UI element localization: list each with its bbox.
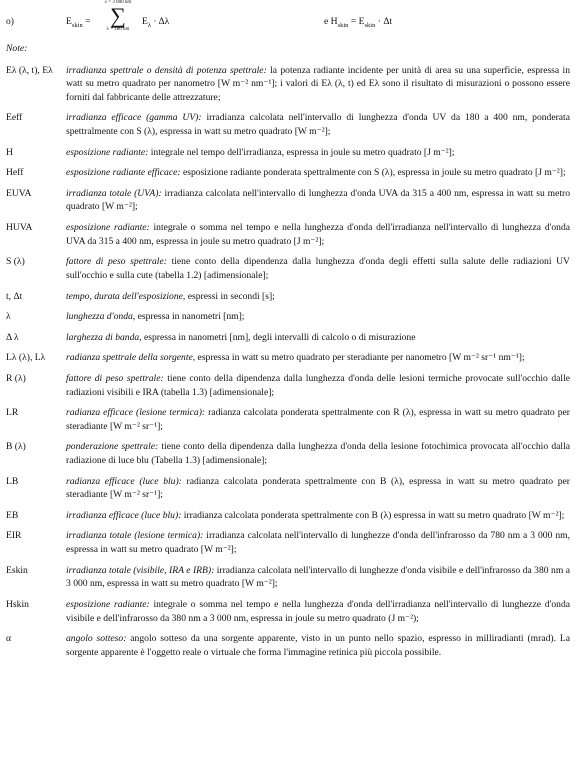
definition-row [6, 255, 570, 282]
definition-term: EIR [6, 530, 22, 542]
definition-rest: radianza calcolata ponderata spettralmente con R (λ), espressa in watt su metro quadrato per steradiante [W m⁻² sr⁻¹]; [66, 407, 570, 432]
definition-term: Heff [6, 167, 24, 179]
definition-row [6, 331, 570, 345]
definition-italic: ponderazione spettrale: [66, 441, 159, 453]
definition-italic: angolo sotteso: [66, 633, 127, 645]
definition-text [66, 331, 570, 345]
definition-text [66, 255, 570, 282]
definition-rest: irradianza calcolata nell'intervallo di lunghezze d'onda visibile e dell'infrarosso da 380 nm a 3 000 nm, espressa in watt su metro quadrato [W m⁻²]; [66, 564, 570, 590]
note-title: Note: [6, 43, 28, 54]
definition-italic: radianza efficace (luce blu): [66, 475, 182, 487]
definition-row [6, 221, 570, 248]
definition-row [6, 598, 570, 625]
definition-italic: irradianza totale (visibile, IRA e IRB): [66, 564, 215, 576]
definition-rest: tiene conto della dipendenza dalla lunghezza d'onda delle lesioni termiche provocate sull'occhio dalle radiazioni visibili e IRA (tabella 1.3) [adimensionale]; [66, 372, 570, 398]
formula-block [6, 0, 570, 42]
formula-sum-body: $E_\lambda \cdot \Delta\lambda$ [142, 16, 170, 29]
definition-italic: irradianza efficace (luce blu): [66, 509, 182, 521]
definition-row [6, 351, 570, 365]
definition-text [66, 529, 570, 556]
definition-term: S (λ) [6, 256, 25, 268]
sum-lower-limit: λ = 180 nm [106, 27, 130, 32]
definition-row [6, 111, 570, 138]
definition-text [66, 221, 570, 248]
definition-text [66, 64, 570, 105]
definition-rest: integrale nel tempo dell'irradianza, espressa in joule su metro quadrato [J m⁻²]; [148, 146, 455, 158]
definition-text [66, 111, 570, 138]
definition-row [6, 290, 570, 304]
definition-term: EUVA [6, 187, 32, 199]
definition-text [66, 509, 570, 523]
sum-upper-limit: λ = 3 000 nm [104, 0, 132, 5]
definition-row [6, 64, 570, 105]
definition-term: t, Δt [6, 290, 23, 302]
definition-rest: irradianza calcolata ponderata spettralmente con B (λ) espressa in watt su metro quadrato [W m⁻²]; [181, 509, 565, 521]
definition-term: B (λ) [6, 441, 26, 453]
definition-term: HUVA [6, 222, 33, 234]
definition-italic: esposizione radiante: [66, 146, 149, 158]
definition-text [66, 187, 570, 214]
definition-text [66, 351, 570, 365]
definition-term: Lλ (λ), Lλ [6, 352, 46, 364]
definition-italic: tempo, durata dell'esposizione, [66, 290, 186, 302]
formula-rhs: e $H_{skin} = E_{skin} \cdot \Delta t$ [324, 16, 393, 29]
definition-italic: irradianza totale (lesione termica): [66, 530, 204, 542]
definition-text [66, 440, 570, 467]
definition-term: EB [6, 509, 19, 521]
definition-rest: esposizione radiante ponderata spettralmente con S (λ), espressa in joule su metro quadrato [J m⁻²]; [180, 167, 566, 179]
definition-rest: radianza calcolata ponderata spettralmente con B (λ), espressa in watt su metro quadrato per steradiante [W m⁻² sr⁻¹]; [66, 475, 570, 501]
definition-rest: tiene conto della dipendenza dalla lunghezza d'onda degli effetti sulla salute delle radiazioni UV sull'occhio e sulla cute (tabella 1.2) [adimensionale]; [66, 256, 570, 281]
definition-term: LR [6, 407, 19, 419]
definition-rest: angolo sotteso da una sorgente apparente, visto in un punto nello spazio, espresso in milliradianti (mrad). La sorgente apparente è l'oggetto reale o virtuale che forma l'immagine retinica più piccola possibile. [66, 633, 570, 658]
definition-row [6, 372, 570, 399]
definition-italic: esposizione radiante efficace: [66, 167, 181, 179]
definition-row [6, 564, 570, 591]
definition-text [66, 310, 570, 324]
definitions-list [6, 64, 570, 660]
definition-row [6, 166, 570, 180]
definition-term: Δ λ [6, 331, 19, 343]
definition-text [66, 166, 570, 180]
definition-italic: radianza efficace (lesione termica): [66, 407, 206, 419]
definition-row [6, 440, 570, 467]
definition-italic: esposizione radiante: [66, 598, 150, 610]
definition-row [6, 529, 570, 556]
formula-label: o) [6, 16, 14, 27]
definition-row [6, 187, 570, 214]
definition-rest: espressi in secondi [s]; [185, 290, 275, 302]
definition-italic: larghezza di banda, [66, 331, 142, 343]
definition-rest: integrale o somma nel tempo e nella lunghezza d'onda dell'irradianza nell'intervallo di lunghezze d'onda visibile e dell'infrarosso da 380 nm a 3 000 nm, espressa in joule su metro quadrato (J m⁻²); [66, 598, 571, 624]
definition-term: LB [6, 475, 19, 487]
definition-row [6, 310, 570, 324]
definition-row [6, 406, 570, 433]
definition-text [66, 406, 570, 433]
definition-text [66, 372, 570, 399]
definition-italic: irradianza spettrale o densità di potenza spettrale: [66, 64, 267, 76]
definition-italic: irradianza efficace (gamma UV): [66, 112, 202, 124]
summation [98, 0, 138, 32]
definition-rest: la potenza radiante incidente per unità di area su una superficie, espressa in watt su metro quadrato per nanometro [W m⁻² nm⁻¹]; i valori di Eλ (λ, t) ed Eλ sono il risultato di misurazioni o possono essere forniti dal fabbricante delle attrezzature; [66, 64, 570, 103]
definition-rest: irradianza calcolata nell'intervallo di lunghezza d'onda UVA da 315 a 400 nm, espressa in watt su metro quadrato [W m⁻²]; [66, 187, 570, 213]
definition-row [6, 475, 570, 502]
formula-lhs: $E_{skin}$ = [66, 16, 91, 29]
definition-rest: irradianza calcolata nell'intervallo di lunghezza d'onda UV da 180 a 400 nm, ponderata spettralmente con S (λ), espressa in watt su metro quadrato [W m⁻²]; [66, 112, 570, 138]
definition-term: α [6, 633, 12, 645]
definition-text [66, 146, 570, 160]
definition-italic: fattore di peso spettrale: [66, 372, 164, 384]
definition-italic: fattore di peso spettrale: [66, 256, 167, 268]
definition-term: H [6, 146, 13, 158]
definition-text [66, 564, 570, 591]
definition-term: Eeff [6, 112, 23, 124]
definition-row [6, 146, 570, 160]
definition-rest: espressa in nanometri [nm]; [135, 311, 245, 323]
sigma-symbol: ∑ [110, 3, 126, 28]
definition-row [6, 632, 570, 659]
definition-rest: integrale o somma nel tempo e nella lunghezza d'onda dell'irradianza nell'intervallo di lunghezza d'onda UVA da 315 a 400 nm, espressa in joule su metro quadrato [J m⁻²]; [66, 222, 571, 247]
definition-italic: irradianza totale (UVA): [66, 187, 162, 199]
definition-term: Eskin [6, 564, 28, 576]
definition-text [66, 632, 570, 659]
definition-rest: espressa in nanometri [nm], degli intervalli di calcolo o di misurazione [141, 331, 416, 343]
definition-rest: irradianza calcolata nell'intervallo di lunghezze d'onda dell'infrarosso da 780 nm a 3 000 nm, espressa in watt su metro quadrato [W m⁻²]; [66, 530, 571, 556]
definition-italic: radianza spettrale della sorgente, [66, 352, 196, 364]
definition-rest: tiene conto della dipendenza dalla lunghezza d'onda della lesione fotochimica provocata all'occhio dalla radiazione di luce blu (Tabella 1.3) [adimensionale]; [66, 441, 570, 467]
definition-text [66, 290, 570, 304]
definition-rest: espressa in watt su metro quadrato per steradiante per nanometro [W m⁻² sr⁻¹ nm⁻¹]; [195, 352, 525, 364]
definition-term: λ [6, 311, 11, 323]
definition-text [66, 598, 570, 625]
definition-text [66, 475, 570, 502]
definition-italic: lunghezza d'onda, [66, 311, 136, 323]
definition-term: Hskin [6, 598, 29, 610]
definition-term: Eλ (λ, t), Eλ [6, 64, 53, 76]
definition-term: R (λ) [6, 372, 26, 384]
definition-italic: esposizione radiante: [66, 222, 150, 234]
definition-row [6, 509, 570, 523]
